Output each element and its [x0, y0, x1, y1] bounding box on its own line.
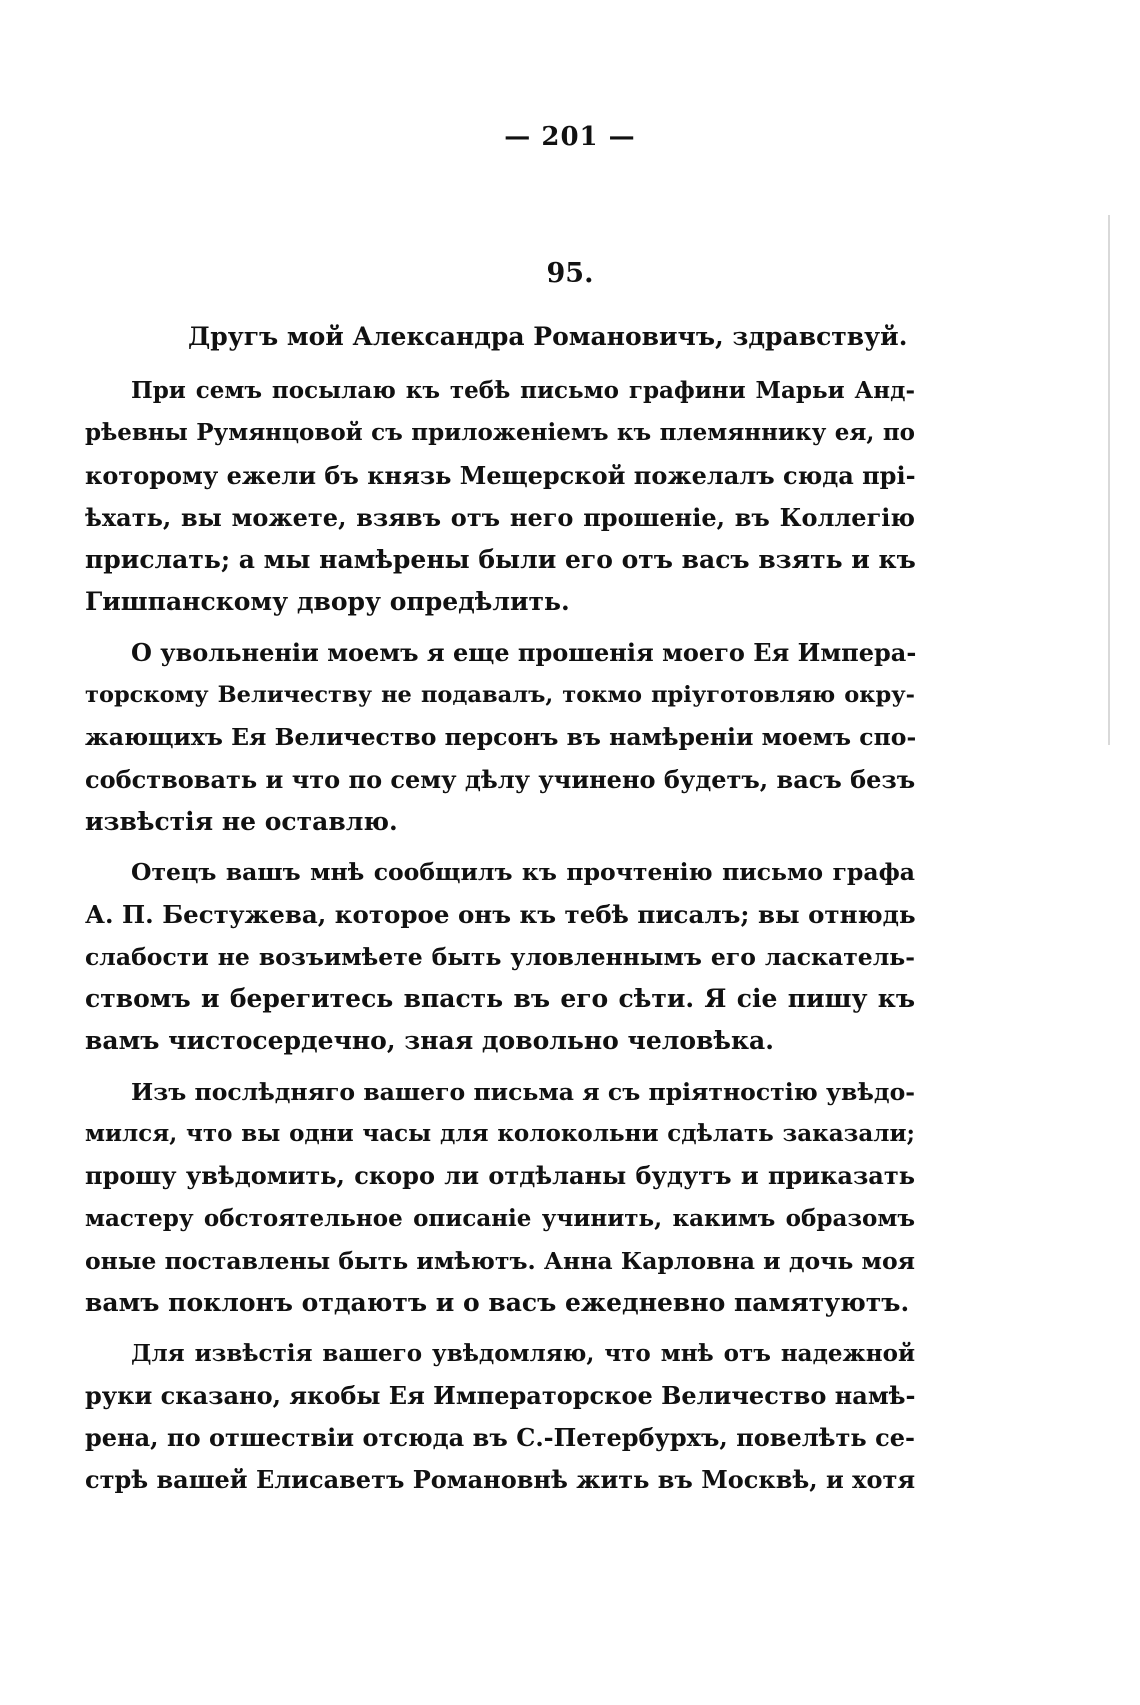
text-line: прошу увѣдомить, скоро ли отдѣланы будутъ и приказать: [85, 1161, 915, 1191]
text-line: рена, по отшествіи отсюда въ С.-Петербурхъ, повелѣть се-: [85, 1423, 915, 1453]
letter-number: 95.: [546, 258, 594, 289]
text-line: собствовать и что по сему дѣлу учинено будетъ, васъ безъ: [85, 764, 916, 794]
text-line: жающихъ Ея Величество персонъ въ намѣреніи моемъ спо-: [85, 723, 917, 752]
text-line: прислать; а мы намѣрены были его отъ васъ взять и къ: [85, 545, 916, 575]
text-line: Для извѣстія вашего увѣдомляю, что мнѣ отъ надежной: [131, 1339, 915, 1367]
text-line: ствомъ и берегитесь впасть въ его сѣти. Я сіе пишу къ: [85, 984, 915, 1014]
text-line: Отецъ вашъ мнѣ сообщилъ къ прочтенію письмо графа: [131, 858, 915, 887]
text-line: рѣевны Румянцовой съ приложеніемъ къ племяннику ея, по: [85, 419, 915, 447]
page-edge-shadow: [1108, 215, 1110, 745]
text-line: вамъ поклонъ отдаютъ и о васъ ежедневно памятуютъ.: [85, 1288, 910, 1318]
paragraph-5: [85, 1333, 915, 1502]
salutation: Другъ мой Александра Романовичъ, здравствуй.: [188, 322, 908, 351]
text-line: руки сказано, якобы Ея Императорское Величество намѣ-: [85, 1380, 916, 1410]
text-line: мился, что вы одни часы для колокольни сдѣлать заказали;: [85, 1120, 915, 1148]
text-line: которому ежели бъ князь Мещерской пожелалъ сюда прі-: [85, 460, 916, 490]
text-line: А. П. Бестужева, которое онъ къ тебѣ писалъ; вы отнюдь: [85, 899, 916, 929]
paragraph-4: [85, 1071, 915, 1325]
text-line: вамъ чистосердечно, зная довольно человѣка.: [85, 1026, 774, 1056]
text-line: стрѣ вашей Елисаветъ Романовнѣ жить въ Москвѣ, и хотя: [85, 1465, 916, 1495]
text-line: При семъ посылаю къ тебѣ письмо графини Марьи Анд-: [131, 377, 915, 404]
text-line: ѣхать, вы можете, взявъ отъ него прошеніе, въ Коллегію: [85, 502, 915, 532]
paragraph-1: [85, 370, 915, 624]
page-number: — 201 —: [504, 122, 636, 152]
text-line: извѣстія не оставлю.: [85, 806, 398, 836]
paragraph-2: [85, 632, 915, 843]
paragraph-3: [85, 851, 915, 1062]
text-line: оные поставлены быть имѣютъ. Анна Карловна и дочь моя: [85, 1246, 915, 1275]
letter-body: [85, 370, 915, 1510]
text-line: мастеру обстоятельное описаніе учинить, какимъ образомъ: [85, 1204, 915, 1232]
text-line: Изъ послѣдняго вашего письма я съ пріятностію увѣдо-: [131, 1077, 915, 1106]
text-line: торскому Величеству не подавалъ, токмо пріуготовляю окру-: [85, 682, 915, 709]
text-line: слабости не возъимѣете быть уловленнымъ его ласкатель-: [85, 942, 915, 971]
text-line: О увольненіи моемъ я еще прошенія моего Ея Импера-: [131, 637, 917, 667]
text-line: Гишпанскому двору опредѣлить.: [85, 587, 570, 617]
